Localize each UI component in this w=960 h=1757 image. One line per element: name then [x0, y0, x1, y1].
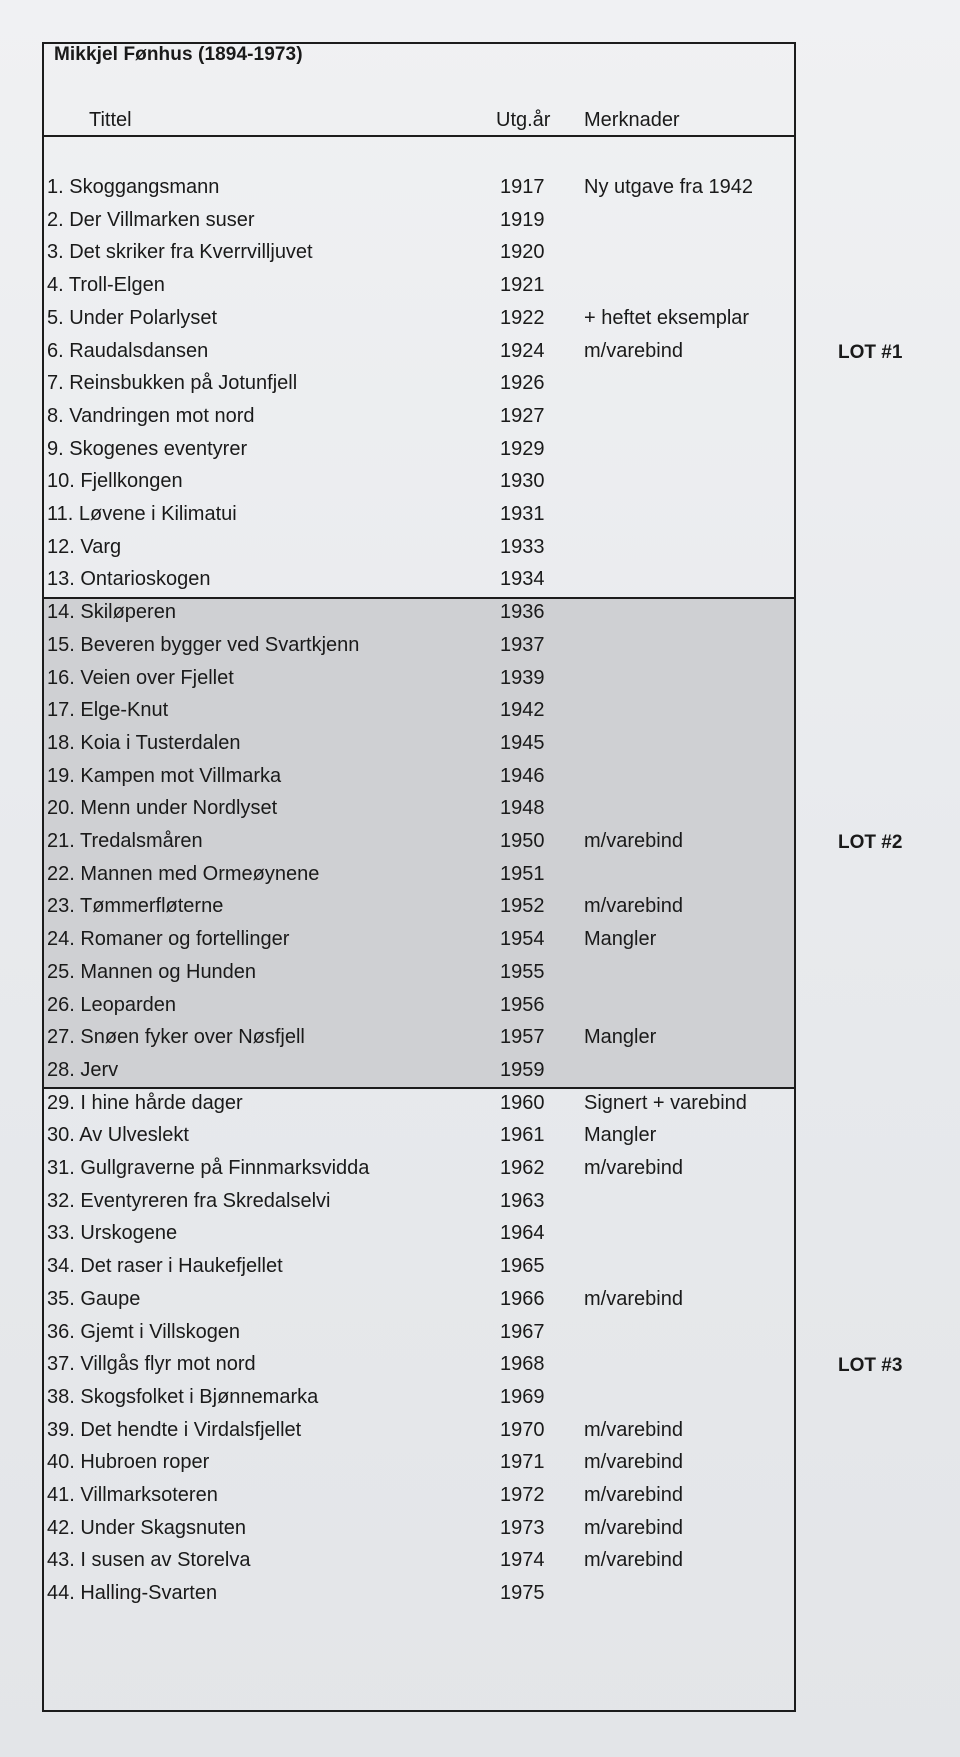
- lot-label-2: LOT #2: [838, 832, 903, 853]
- table-row: [44, 1055, 794, 1088]
- book-title: 34. Det raser i Haukefjellet: [47, 1255, 283, 1278]
- table-row: [44, 957, 794, 990]
- table-row: [44, 1578, 794, 1611]
- lot-label-1: LOT #1: [838, 342, 903, 363]
- publication-year: 1924: [500, 339, 545, 362]
- publication-year: 1920: [500, 241, 545, 264]
- publication-year: 1939: [500, 666, 545, 689]
- table-row: [44, 336, 794, 369]
- note: m/varebind: [584, 1484, 683, 1506]
- publication-year: 1961: [500, 1124, 545, 1147]
- table-row: [44, 728, 794, 761]
- table-row: [44, 891, 794, 924]
- book-title: 5. Under Polarlyset: [47, 306, 218, 329]
- note: Mangler: [584, 1124, 657, 1147]
- table-row: [44, 1480, 794, 1513]
- publication-year: 1952: [500, 895, 545, 918]
- table-row: [44, 1447, 794, 1480]
- publication-year: 1957: [500, 1026, 545, 1049]
- note: Mangler: [584, 1026, 657, 1049]
- publication-year: 1973: [500, 1516, 545, 1539]
- publication-year: 1933: [500, 535, 545, 558]
- table-row: [44, 695, 794, 728]
- table-row: [44, 1513, 794, 1546]
- publication-year: 1967: [500, 1320, 545, 1343]
- publication-year: 1929: [500, 437, 545, 460]
- note: m/varebind: [584, 895, 683, 918]
- book-title: 42. Under Skagsnuten: [47, 1516, 247, 1539]
- book-title: 20. Menn under Nordlyset: [47, 797, 278, 820]
- note: m/varebind: [584, 830, 683, 852]
- book-title: 22. Mannen med Ormeøynene: [47, 862, 320, 885]
- table-row: [44, 1284, 794, 1317]
- table-row: [44, 237, 794, 270]
- book-title: 19. Kampen mot Villmarka: [47, 764, 282, 787]
- document-title: Mikkjel Fønhus (1894-1973): [54, 44, 303, 65]
- table-row: [44, 1186, 794, 1219]
- table-row: [44, 368, 794, 401]
- book-title: 43. I susen av Storelva: [47, 1549, 251, 1572]
- book-title: 21. Tredalsmåren: [47, 830, 203, 852]
- book-title: 26. Leoparden: [47, 993, 177, 1016]
- publication-year: 1968: [500, 1353, 545, 1376]
- book-title: 2. Der Villmarken suser: [47, 208, 255, 231]
- book-title: 9. Skogenes eventyrer: [47, 437, 248, 460]
- table-row: [44, 401, 794, 434]
- publication-year: 1963: [500, 1189, 545, 1212]
- table-row: [44, 564, 794, 597]
- table-row: [44, 597, 794, 630]
- table-row: [44, 1415, 794, 1448]
- publication-year: 1934: [500, 568, 545, 591]
- table-row: [44, 1349, 794, 1382]
- note: m/varebind: [584, 1157, 683, 1179]
- note: m/varebind: [584, 1549, 683, 1572]
- table-row: [44, 270, 794, 303]
- table-row: [44, 532, 794, 565]
- table-row: [44, 1088, 794, 1121]
- book-list-table: [42, 42, 796, 1712]
- table-row: [44, 924, 794, 957]
- book-title: 10. Fjellkongen: [47, 470, 183, 493]
- publication-year: 1937: [500, 633, 545, 656]
- table-row: [44, 1218, 794, 1251]
- note: m/varebind: [584, 1516, 683, 1539]
- book-title: 32. Eventyreren fra Skredalselvi: [47, 1189, 331, 1212]
- note: m/varebind: [584, 1451, 683, 1474]
- note: Ny utgave fra 1942: [584, 176, 753, 198]
- publication-year: 1921: [500, 274, 545, 297]
- table-row: [44, 172, 794, 205]
- column-header-title: Tittel: [89, 109, 132, 131]
- book-title: 12. Varg: [47, 535, 122, 558]
- note: m/varebind: [584, 1287, 683, 1310]
- book-title: 38. Skogsfolket i Bjønnemarka: [47, 1385, 319, 1408]
- publication-year: 1960: [500, 1091, 545, 1114]
- book-title: 6. Raudalsdansen: [47, 339, 209, 362]
- publication-year: 1931: [500, 503, 545, 525]
- note: + heftet eksemplar: [584, 306, 750, 329]
- column-header-notes: Merknader: [584, 109, 680, 131]
- table-row: [44, 859, 794, 892]
- publication-year: 1954: [500, 928, 545, 951]
- table-row: [44, 1382, 794, 1415]
- book-title: 7. Reinsbukken på Jotunfjell: [47, 372, 298, 395]
- book-title: 8. Vandringen mot nord: [47, 404, 255, 427]
- publication-year: 1951: [500, 862, 545, 885]
- book-title: 29. I hine hårde dager: [47, 1091, 243, 1114]
- book-title: 16. Veien over Fjellet: [47, 666, 234, 689]
- table-row: [44, 663, 794, 696]
- publication-year: 1975: [500, 1582, 545, 1605]
- book-title: 35. Gaupe: [47, 1287, 141, 1310]
- publication-year: 1972: [500, 1484, 545, 1506]
- book-title: 33. Urskogene: [47, 1222, 178, 1245]
- publication-year: 1936: [500, 601, 545, 624]
- book-title: 44. Halling-Svarten: [47, 1582, 218, 1605]
- publication-year: 1945: [500, 731, 545, 754]
- book-title: 15. Beveren bygger ved Svartkjenn: [47, 633, 360, 656]
- book-title: 41. Villmarksoteren: [47, 1484, 218, 1506]
- book-title: 1. Skoggangsmann: [47, 176, 220, 198]
- table-row: [44, 499, 794, 532]
- publication-year: 1974: [500, 1549, 545, 1572]
- table-row: [44, 1120, 794, 1153]
- publication-year: 1917: [500, 176, 545, 198]
- table-row: [44, 466, 794, 499]
- note: Mangler: [584, 928, 657, 951]
- book-title: 13. Ontarioskogen: [47, 568, 211, 591]
- table-row: [44, 826, 794, 859]
- publication-year: 1927: [500, 404, 545, 427]
- publication-year: 1926: [500, 372, 545, 395]
- table-row: [44, 1153, 794, 1186]
- publication-year: 1956: [500, 993, 545, 1016]
- book-title: 36. Gjemt i Villskogen: [47, 1320, 241, 1343]
- book-title: 23. Tømmerfløterne: [47, 895, 224, 918]
- publication-year: 1969: [500, 1385, 545, 1408]
- publication-year: 1950: [500, 830, 545, 852]
- book-title: 27. Snøen fyker over Nøsfjell: [47, 1026, 305, 1049]
- publication-year: 1919: [500, 208, 545, 231]
- table-row: [44, 205, 794, 238]
- publication-year: 1922: [500, 306, 545, 329]
- table-row: [44, 990, 794, 1023]
- table-row: [44, 761, 794, 794]
- book-title: 3. Det skriker fra Kverrvilljuvet: [47, 241, 313, 264]
- header-divider: [44, 135, 794, 137]
- table-row: [44, 1545, 794, 1578]
- table-row: [44, 434, 794, 467]
- note: m/varebind: [584, 339, 683, 362]
- publication-year: 1962: [500, 1157, 545, 1179]
- table-row: [44, 1317, 794, 1350]
- publication-year: 1970: [500, 1418, 545, 1441]
- book-title: 14. Skiløperen: [47, 601, 176, 624]
- table-row: [44, 1251, 794, 1284]
- publication-year: 1942: [500, 699, 545, 722]
- book-title: 18. Koia i Tusterdalen: [47, 731, 241, 754]
- table-row: [44, 793, 794, 826]
- table-row: [44, 1022, 794, 1055]
- publication-year: 1946: [500, 764, 545, 787]
- table-row: [44, 630, 794, 663]
- publication-year: 1930: [500, 470, 545, 493]
- note: m/varebind: [584, 1418, 683, 1441]
- book-title: 11. Løvene i Kilimatui: [47, 503, 237, 525]
- column-header-year: Utg.år: [496, 109, 551, 131]
- book-title: 37. Villgås flyr mot nord: [47, 1353, 256, 1376]
- book-title: 24. Romaner og fortellinger: [47, 928, 290, 951]
- publication-year: 1964: [500, 1222, 545, 1245]
- book-title: 30. Av Ulveslekt: [47, 1124, 189, 1147]
- book-title: 25. Mannen og Hunden: [47, 960, 257, 983]
- book-title: 40. Hubroen roper: [47, 1451, 210, 1474]
- note: Signert + varebind: [584, 1091, 747, 1114]
- publication-year: 1966: [500, 1287, 545, 1310]
- publication-year: 1971: [500, 1451, 545, 1474]
- book-title: 28. Jerv: [47, 1058, 119, 1081]
- book-title: 17. Elge-Knut: [47, 699, 169, 722]
- publication-year: 1959: [500, 1058, 545, 1081]
- publication-year: 1965: [500, 1255, 545, 1278]
- publication-year: 1948: [500, 797, 545, 820]
- table-row: [44, 303, 794, 336]
- publication-year: 1955: [500, 960, 545, 983]
- book-title: 4. Troll-Elgen: [47, 274, 165, 297]
- lot-label-3: LOT #3: [838, 1355, 903, 1376]
- book-title: 39. Det hendte i Virdalsfjellet: [47, 1418, 302, 1441]
- book-title: 31. Gullgraverne på Finnmarksvidda: [47, 1157, 370, 1179]
